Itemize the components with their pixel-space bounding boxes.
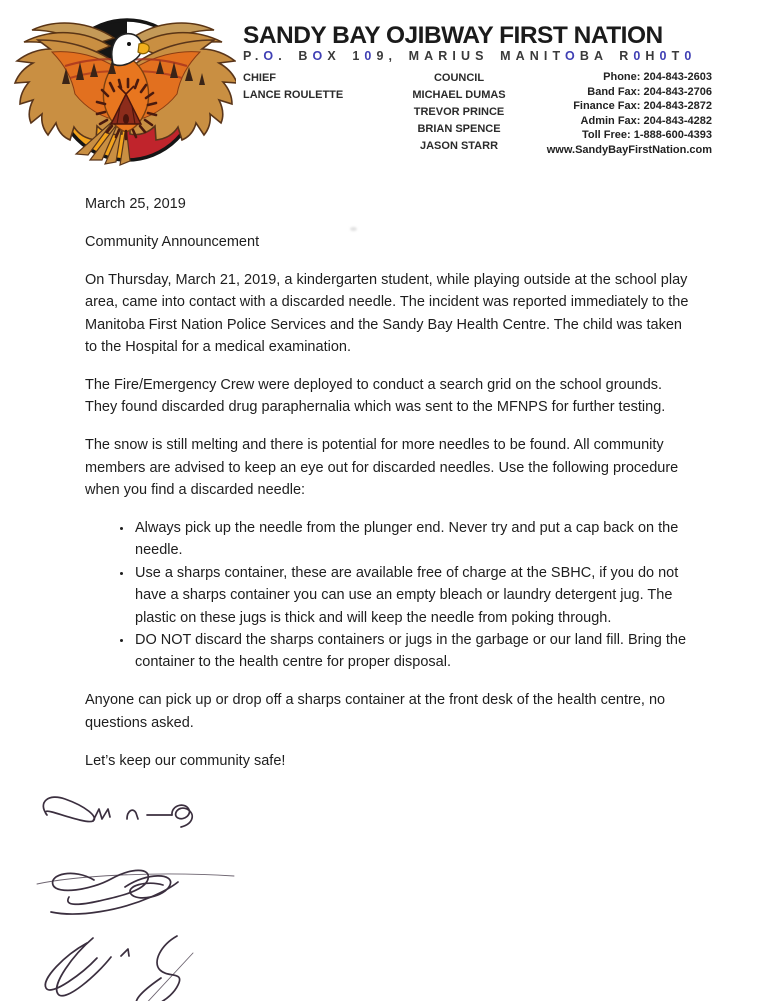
signoff-line: Let’s keep our community safe!: [85, 752, 286, 769]
contact-row: [243, 70, 712, 158]
signature-1: [35, 788, 205, 850]
eagle: [15, 23, 236, 165]
letter-date: March 25, 2019: [85, 196, 186, 212]
procedure-item: • Always pick up the needle from the plunger end. Never try and put a cap back on the needle.: [133, 517, 692, 562]
council-member: JASON STARR: [419, 140, 499, 152]
procedure-list: [85, 517, 692, 674]
chief-title: CHIEF: [243, 72, 276, 84]
paragraph-advisory: The snow is still melting and there is potential for more needles to be found. All community members are advised to keep an eye out for discarded needles. Use the following procedure when you find a discarded needle:: [85, 437, 679, 499]
procedure-item: • Use a sharps container, these are available free of charge at the SBHC, if you do not have a sharps container you can use an empty bleach or laundry detergent jug. The plastic on these jugs is thick and will keep the needle from poking through.: [133, 562, 692, 629]
council-member: MICHAEL DUMAS: [412, 89, 506, 101]
letter-subject: Community Announcement: [85, 233, 260, 250]
signature-2: [29, 852, 241, 926]
council-member: BRIAN SPENCE: [417, 123, 501, 135]
contact-column: [525, 70, 712, 158]
eagle-logo-graphic: [10, 8, 236, 170]
address-line: P.O. BOX 109, MARIUS MANITOBA R0H0T0: [243, 49, 697, 63]
procedure-item: • DO NOT discard the sharps containers or jugs in the garbage or our land fill. Bring the container to the health centre for proper disposal.: [133, 629, 692, 674]
council-title: COUNCIL: [433, 72, 485, 84]
paragraph-closing: Anyone can pick up or drop off a sharps container at the front desk of the health centre, no questions asked.: [85, 692, 666, 731]
phone-line: Phone: 204-843-2603: [603, 71, 712, 83]
paragraph-search: The Fire/Emergency Crew were deployed to conduct a search grid on the school grounds. They found discarded drug paraphernalia which was sent to the MFNPS for further testing.: [85, 376, 666, 416]
chief-name: LANCE ROULETTE: [243, 89, 344, 101]
org-name: SANDY BAY OJIBWAY FIRST NATION: [243, 22, 663, 49]
signature-3: [25, 927, 227, 1001]
admin-fax-line: Admin Fax: 204-843-4282: [580, 114, 712, 127]
website-line: www.SandyBayFirstNation.com: [546, 143, 712, 156]
signatures-block: [85, 788, 692, 1001]
band-fax-line: Band Fax: 204-843-2706: [587, 85, 712, 98]
eagle-medicine-wheel-logo: [10, 8, 236, 170]
paragraph-incident: On Thursday, March 21, 2019, a kindergarten student, while playing outside at the school play area, came into contact with a discarded needle. The incident was reported immediately to the Manitoba First Nation Police Services and the Sandy Bay Health Centre. The child was taken to the Hospital for a medical examination.: [85, 271, 689, 356]
chief-column: [243, 70, 393, 158]
finance-fax-line: Finance Fax: 204-843-2872: [573, 100, 712, 113]
council-column: [393, 70, 525, 158]
council-member: TREVOR PRINCE: [413, 106, 505, 118]
letter-content: [85, 193, 692, 1001]
letterhead-text: [243, 23, 712, 158]
toll-free-line: Toll Free: 1-888-600-4393: [581, 129, 712, 142]
